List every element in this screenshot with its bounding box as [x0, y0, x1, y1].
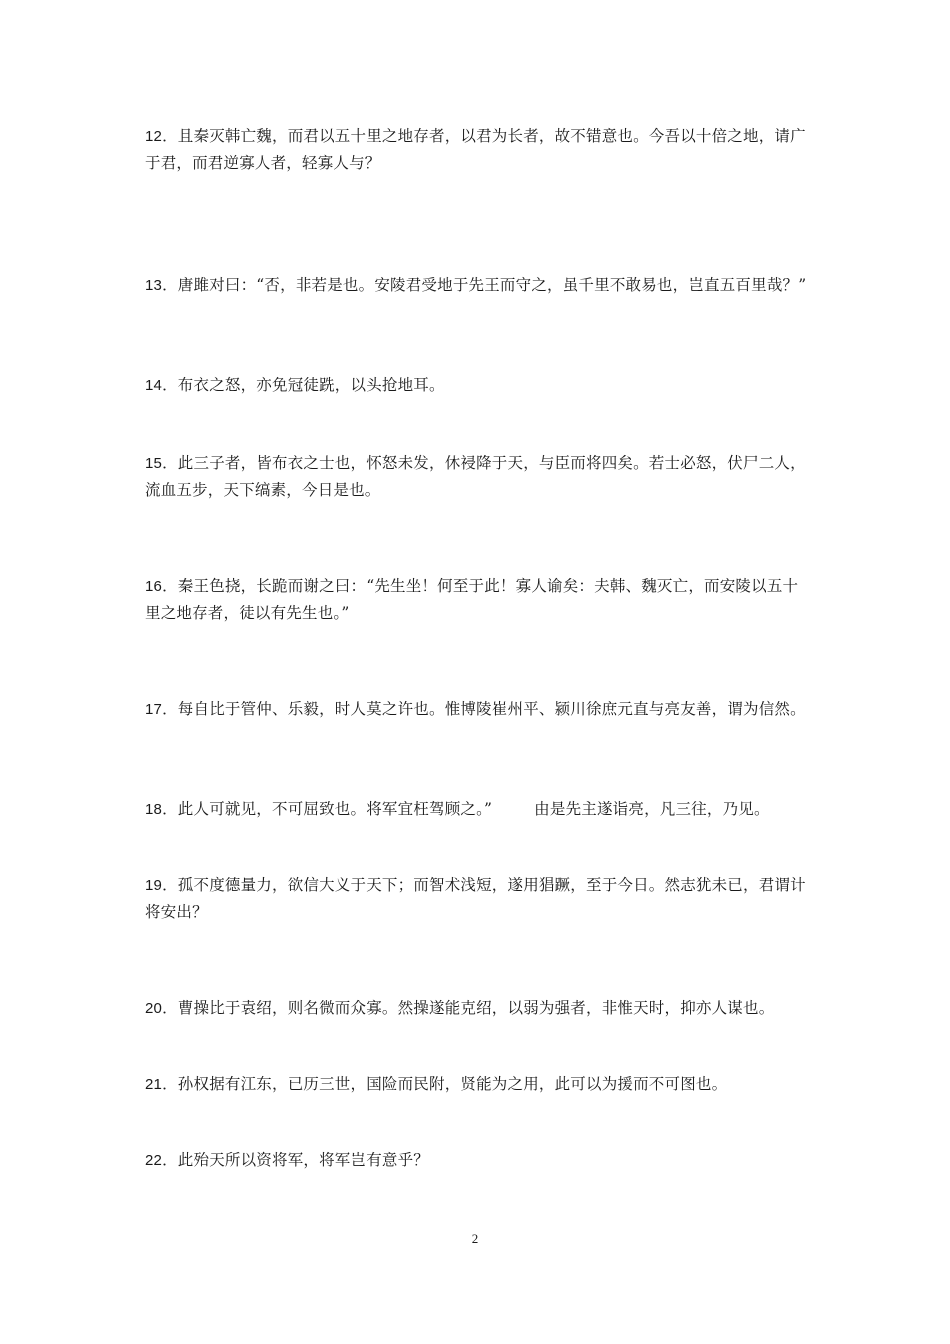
item-number: 13 [145, 277, 163, 294]
sentence-18 [145, 796, 810, 823]
sentence-21 [145, 1071, 810, 1098]
item-text: ．曹操比于袁绍，则名微而众寡。然操遂能克绍，以弱为强者，非惟天时，抑亦人谋也。 [162, 999, 775, 1017]
sentence-19 [145, 872, 810, 925]
item-text: ．秦王色挠，长跪而谢之曰：“先生坐！何至于此！寡人谕矣：夫韩、魏灭亡，而安陵以五十里之地存者，徒以有先生也。” [145, 577, 799, 622]
sentence-16 [145, 573, 810, 626]
item-number: 17 [145, 701, 163, 718]
item-number: 15 [145, 455, 163, 472]
sentence-17 [145, 696, 810, 723]
sentence-13 [145, 272, 810, 299]
item-text: ．每自比于管仲、乐毅，时人莫之许也。惟博陵崔州平、颍川徐庶元直与亮友善，谓为信然。 [162, 700, 806, 718]
item-text: ．孙权据有江东，已历三世，国险而民附，贤能为之用，此可以为援而不可图也。 [162, 1075, 728, 1093]
sentence-12 [145, 123, 810, 176]
item-text: ．此人可就见，不可屈致也。将军宜枉驾顾之。” [162, 800, 493, 818]
item-text: ．布衣之怒，亦免冠徒跣，以头抢地耳。 [162, 376, 445, 394]
item-text: ．此殆天所以资将军，将军岂有意乎？ [162, 1151, 429, 1169]
sentence-22 [145, 1147, 810, 1174]
page-number: 2 [471, 1231, 479, 1246]
item-number: 19 [145, 877, 163, 894]
item-text: ．此三子者，皆布衣之士也，怀怒未发，休祲降于天，与臣而将四矣。若士必怒，伏尸二人，流血五步，天下缟素，今日是也。 [145, 454, 806, 499]
item-text: ．孤不度德量力，欲信大义于天下；而智术浅短，遂用猖蹶，至于今日。然志犹未已，君谓计将安出？ [145, 876, 806, 921]
item-number: 21 [145, 1076, 163, 1093]
item-number: 12 [145, 128, 163, 145]
item-number: 14 [145, 377, 163, 394]
sentence-15 [145, 450, 810, 503]
sentence-20 [145, 995, 810, 1022]
item-number: 18 [145, 801, 163, 818]
item-text: ．且秦灭韩亡魏，而君以五十里之地存者，以君为长者，故不错意也。今吾以十倍之地，请广于君，而君逆寡人者，轻寡人与？ [145, 127, 806, 172]
item-number: 20 [145, 1000, 163, 1017]
sentence-14 [145, 372, 810, 399]
item-text-continued: 由是先主遂诣亮，凡三往，乃见。 [534, 800, 770, 818]
item-number: 22 [145, 1152, 163, 1169]
item-text: ．唐雎对曰：“否，非若是也。安陵君受地于先王而守之，虽千里不敢易也，岂直五百里哉？” [162, 276, 807, 294]
item-number: 16 [145, 578, 163, 595]
